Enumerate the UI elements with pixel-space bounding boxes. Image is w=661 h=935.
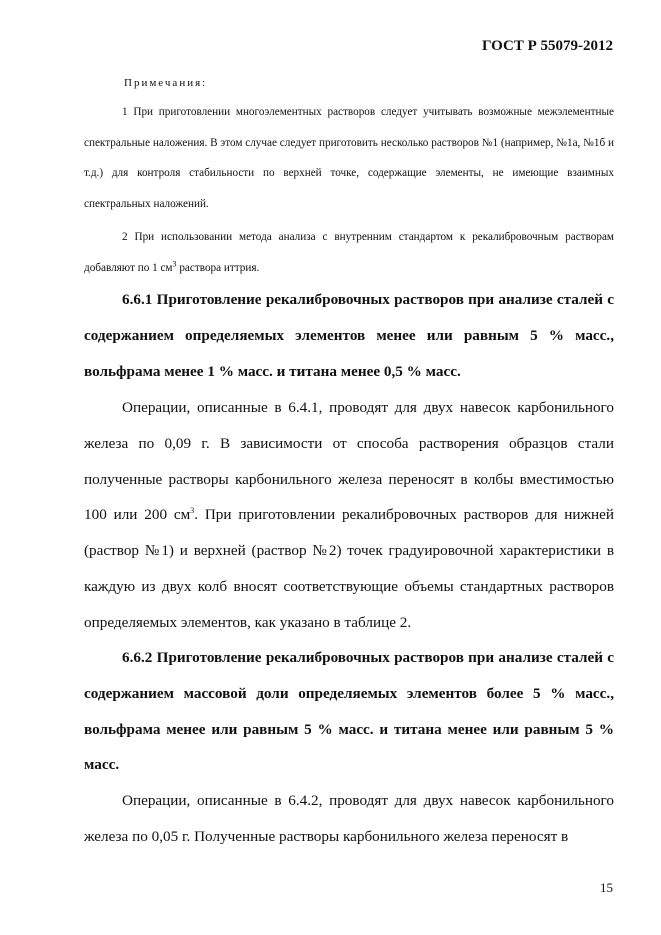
section-6-6-1-heading: 6.6.1 Приготовление рекалибровочных растворов при анализе сталей с содержанием определяемых элементов менее или равным 5 % масс., вольфрама менее 1 % масс. и титана менее 0,5 % масс.: [84, 291, 614, 380]
section-6-6-1-paragraph-part1: Операции, описанные в 6.4.1, проводят для двух навесок карбонильного железа по 0,09 г. В зависимости от способа растворения образцов стали полученные растворы карбонильного железа переносят в колбы вместимостью 100 или 200 см: [84, 399, 614, 524]
section-6-6-1-paragraph-part2: . При приготовлении рекалибровочных растворов для нижней (раствор №1) и верхней (раствор №2) точек градуировочной характеристики в каждую из двух колб вносят соответствующие объемы стандартных растворов определяемых элементов, как указано в таблице 2.: [84, 506, 614, 631]
page-number: 15: [600, 880, 613, 895]
document-id-header: ГОСТ Р 55079-2012: [481, 38, 613, 54]
section-6-6-1-paragraph: [84, 390, 614, 641]
section-6-6-2-paragraph: Операции, описанные в 6.4.2, проводят для двух навесок карбонильного железа по 0,05 г. Полученные растворы карбонильного железа переносят в: [84, 792, 614, 845]
note-1-text: 1 При приготовлении многоэлементных растворов следует учитывать возможные межэлементные спектральные наложения. В этом случае следует приготовить несколько растворов №1 (например, №1а, №1б и т.д.) для контроля стабильности по верхней точке, содержащие элементы, не имеющие взаимных спектральных наложений.: [84, 106, 614, 210]
notes-title: Примечания:: [124, 77, 208, 89]
section-6-6-2-heading: 6.6.2 Приготовление рекалибровочных растворов при анализе сталей с содержанием массовой доли определяемых элементов более 5 % масс., вольфрама менее или равным 5 % масс. и титана менее или равным 5 % масс.: [84, 649, 614, 774]
note-2-text-part1: 2 При использовании метода анализа с внутренним стандартом к рекалибровочным растворам добавляют по 1 см: [84, 231, 614, 274]
note-1: [84, 97, 614, 219]
note-2: [84, 222, 614, 283]
section-6-6-1-superscript: 3: [190, 506, 195, 516]
note-2-superscript: 3: [172, 258, 177, 268]
note-2-text: [84, 231, 614, 274]
note-2-text-part2: раствора иттрия.: [176, 261, 260, 274]
